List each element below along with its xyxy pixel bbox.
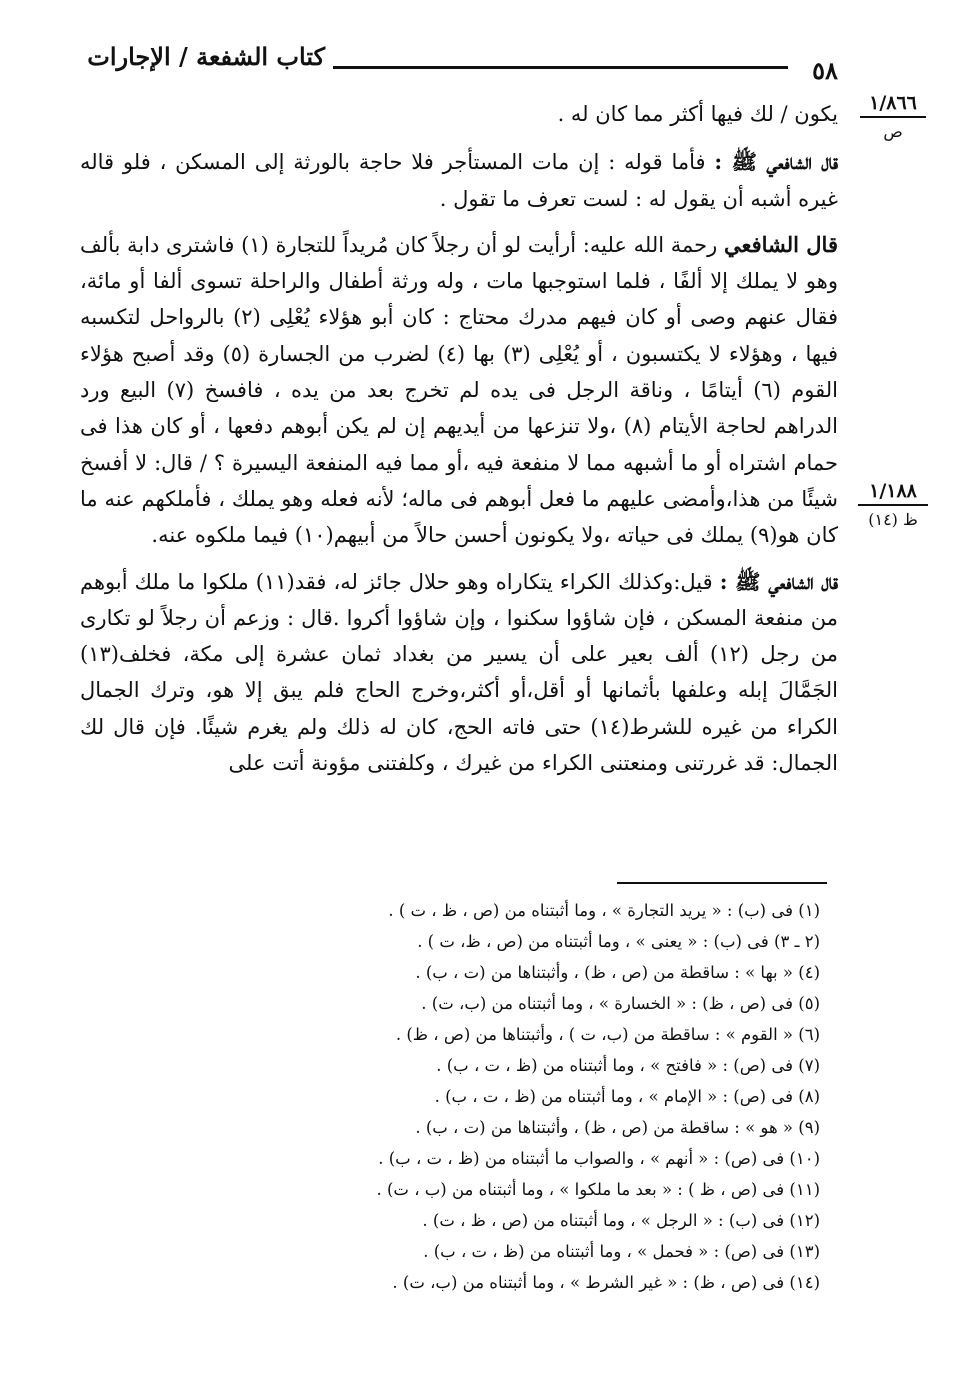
footnote-separator [617,882,827,884]
paragraph [80,227,838,554]
speaker-label: قال الشافعي ﷺ : [714,149,838,175]
footnote: (٦) « القوم » : ساقطة من (ب، ت ) ، وأثبتناها من (ص ، ظ) . [395,1025,820,1044]
footnote: (١) فى (ب) : « يريد التجارة » ، وما أثبتناه من (ص ، ظ ، ت ) . [388,901,820,920]
paragraph [80,96,838,132]
margin-rule [860,116,926,118]
paragraph-text: فأما قوله : إن مات المستأجر فلا حاجة بالورثة إلى المسكن ، فلو قاله غيره أشبه أن يقول له : لست تعرف ما تقول . [80,150,838,211]
footnote: (١١) فى (ص ، ظ ) : « بعد ما ملكوا » ، وما أثبتناه من (ب ، ت) . [376,1180,820,1199]
footnote: (١٤) فى (ص ، ظ) : « غير الشرط » ، وما أثبتناه من (ب، ت) . [392,1273,820,1292]
footnote: (٨) فى (ص) : « الإمام » ، وما أثبتناه من (ظ ، ت ، ب) . [434,1087,820,1106]
page-number: ٥٨ [812,56,838,85]
speaker-label: قال الشافعي ﷺ : [719,568,838,594]
paragraph-text: قيل:وكذلك الكراء يتكاراه وهو حلال جائز له، فقد(١١) ملكوا ما ملك أبوهم من منفعة المسكن ، فإن شاؤوا سكنوا ، وإن شاؤوا أكروا .قال : وزعم أن رجلاً لو تكارى من رجل (١٢) ألف بعير على أن يسير من بغداد ثمان عشرة إلى مكة، فخلف(١٣) الجَمَّالَ إبله وعلفها بأثمانها أو أقل،أو أكثر،وخرج الحاج فلم يبق إلا هو، وترك الجمال الكراء من غيره للشرط(١٤) حتى فاته الحج، كان له ذلك ولم يغرم شيئًا. فإن قال لك الجمال: قد غررتنى ومنعتنى الكراء من غيرك ، وكلفتنى مؤونة أتت على [80,569,838,776]
footnote: (٢ ـ ٣) فى (ب) : « يعنى » ، وما أثبتناه من (ص ، ظ، ت ) . [417,932,820,951]
manuscript-siglum: ص [883,122,903,141]
paragraph-text: يكون / لك فيها أكثر مما كان له . [557,102,838,126]
margin-note-2 [858,480,928,529]
footnote: (٧) فى (ص) : « فافتح » ، وما أثبتناه من (ظ ، ت ، ب) . [436,1056,820,1075]
manuscript-siglum: ظ (١٤) [868,510,918,529]
margin-rule [858,504,928,506]
paragraph-text: رحمة الله عليه: أرأيت لو أن رجلاً كان مُريداً للتجارة (١) فاشترى دابة بألف وهو لا يملك إلا ألفًا ، فلما استوجبها مات ، وله ورثة أطفال والراحلة تسوى ألفا أو مائة، فقال عنهم وصى أو كان فيهم مدرك محتاج : كان أبو هؤلاء يُعْلِى (٢) بالرواحل لتكسبه فيها ، وهؤلاء لا يكتسبون ، أو يُعْلِى (٣) بها (٤) لضرب من الجسارة (٥) وقد أصبح هؤلاء القوم (٦) أيتامًا ، وناقة الرجل فى يده لم تخرج بعد من يده ، فافسخ (٧) البيع ورد الدراهم لحاجة الأيتام (٨) ،ولا تنزعها من أيديهم إن لم يكن أبوهم دفعها ، أو كان هذا فى حمام اشتراه أو ما أشبهه مما لا منفعة فيه ،أو مما فيه المنفعة اليسيرة ؟ / قال: لا أفسخ شيئًا من هذا،وأمضى عليهم ما فعل أبوهم فى ماله؛ لأنه فعله وهو يملك ، فأملكهم عنه ما كان هو(٩) يملك فى حياته ،ولا يكونون أحسن حالاً من أبيهم(١٠) فيما ملكوه عنه. [80,232,839,548]
footnote: (١٣) فى (ص) : « فحمل » ، وما أثبتناه من (ظ ، ت ، ب) . [423,1242,820,1261]
paragraph [80,564,838,782]
speaker-label: قال الشافعي [723,231,838,257]
main-text [80,96,838,781]
manuscript-page-ref: ١/١٨٨ [869,480,917,502]
footnote: (٤) « بها » : ساقطة من (ص ، ظ) ، وأثبتناها من (ت ، ب) . [415,963,820,982]
manuscript-page-ref: ١/٨٦٦ [869,92,917,114]
header-rule [333,66,788,69]
footnotes [260,895,820,1298]
paragraph [80,144,838,217]
footnote: (١٠) فى (ص) : « أنهم » ، والصواب ما أثبتناه من (ظ ، ت ، ب) . [378,1149,820,1168]
running-header-title: كتاب الشفعة / الإجارات [87,42,325,71]
footnote: (٩) « هو » : ساقطة من (ص ، ظ) ، وأثبتناها من (ت ، ب) . [415,1118,820,1137]
margin-note-1 [860,92,926,141]
footnote: (١٢) فى (ب) : « الرجل » ، وما أثبتناه من (ص ، ظ ، ت) . [422,1211,820,1230]
footnote: (٥) فى (ص ، ظ) : « الخسارة » ، وما أثبتناه من (ب، ت) . [421,994,820,1013]
